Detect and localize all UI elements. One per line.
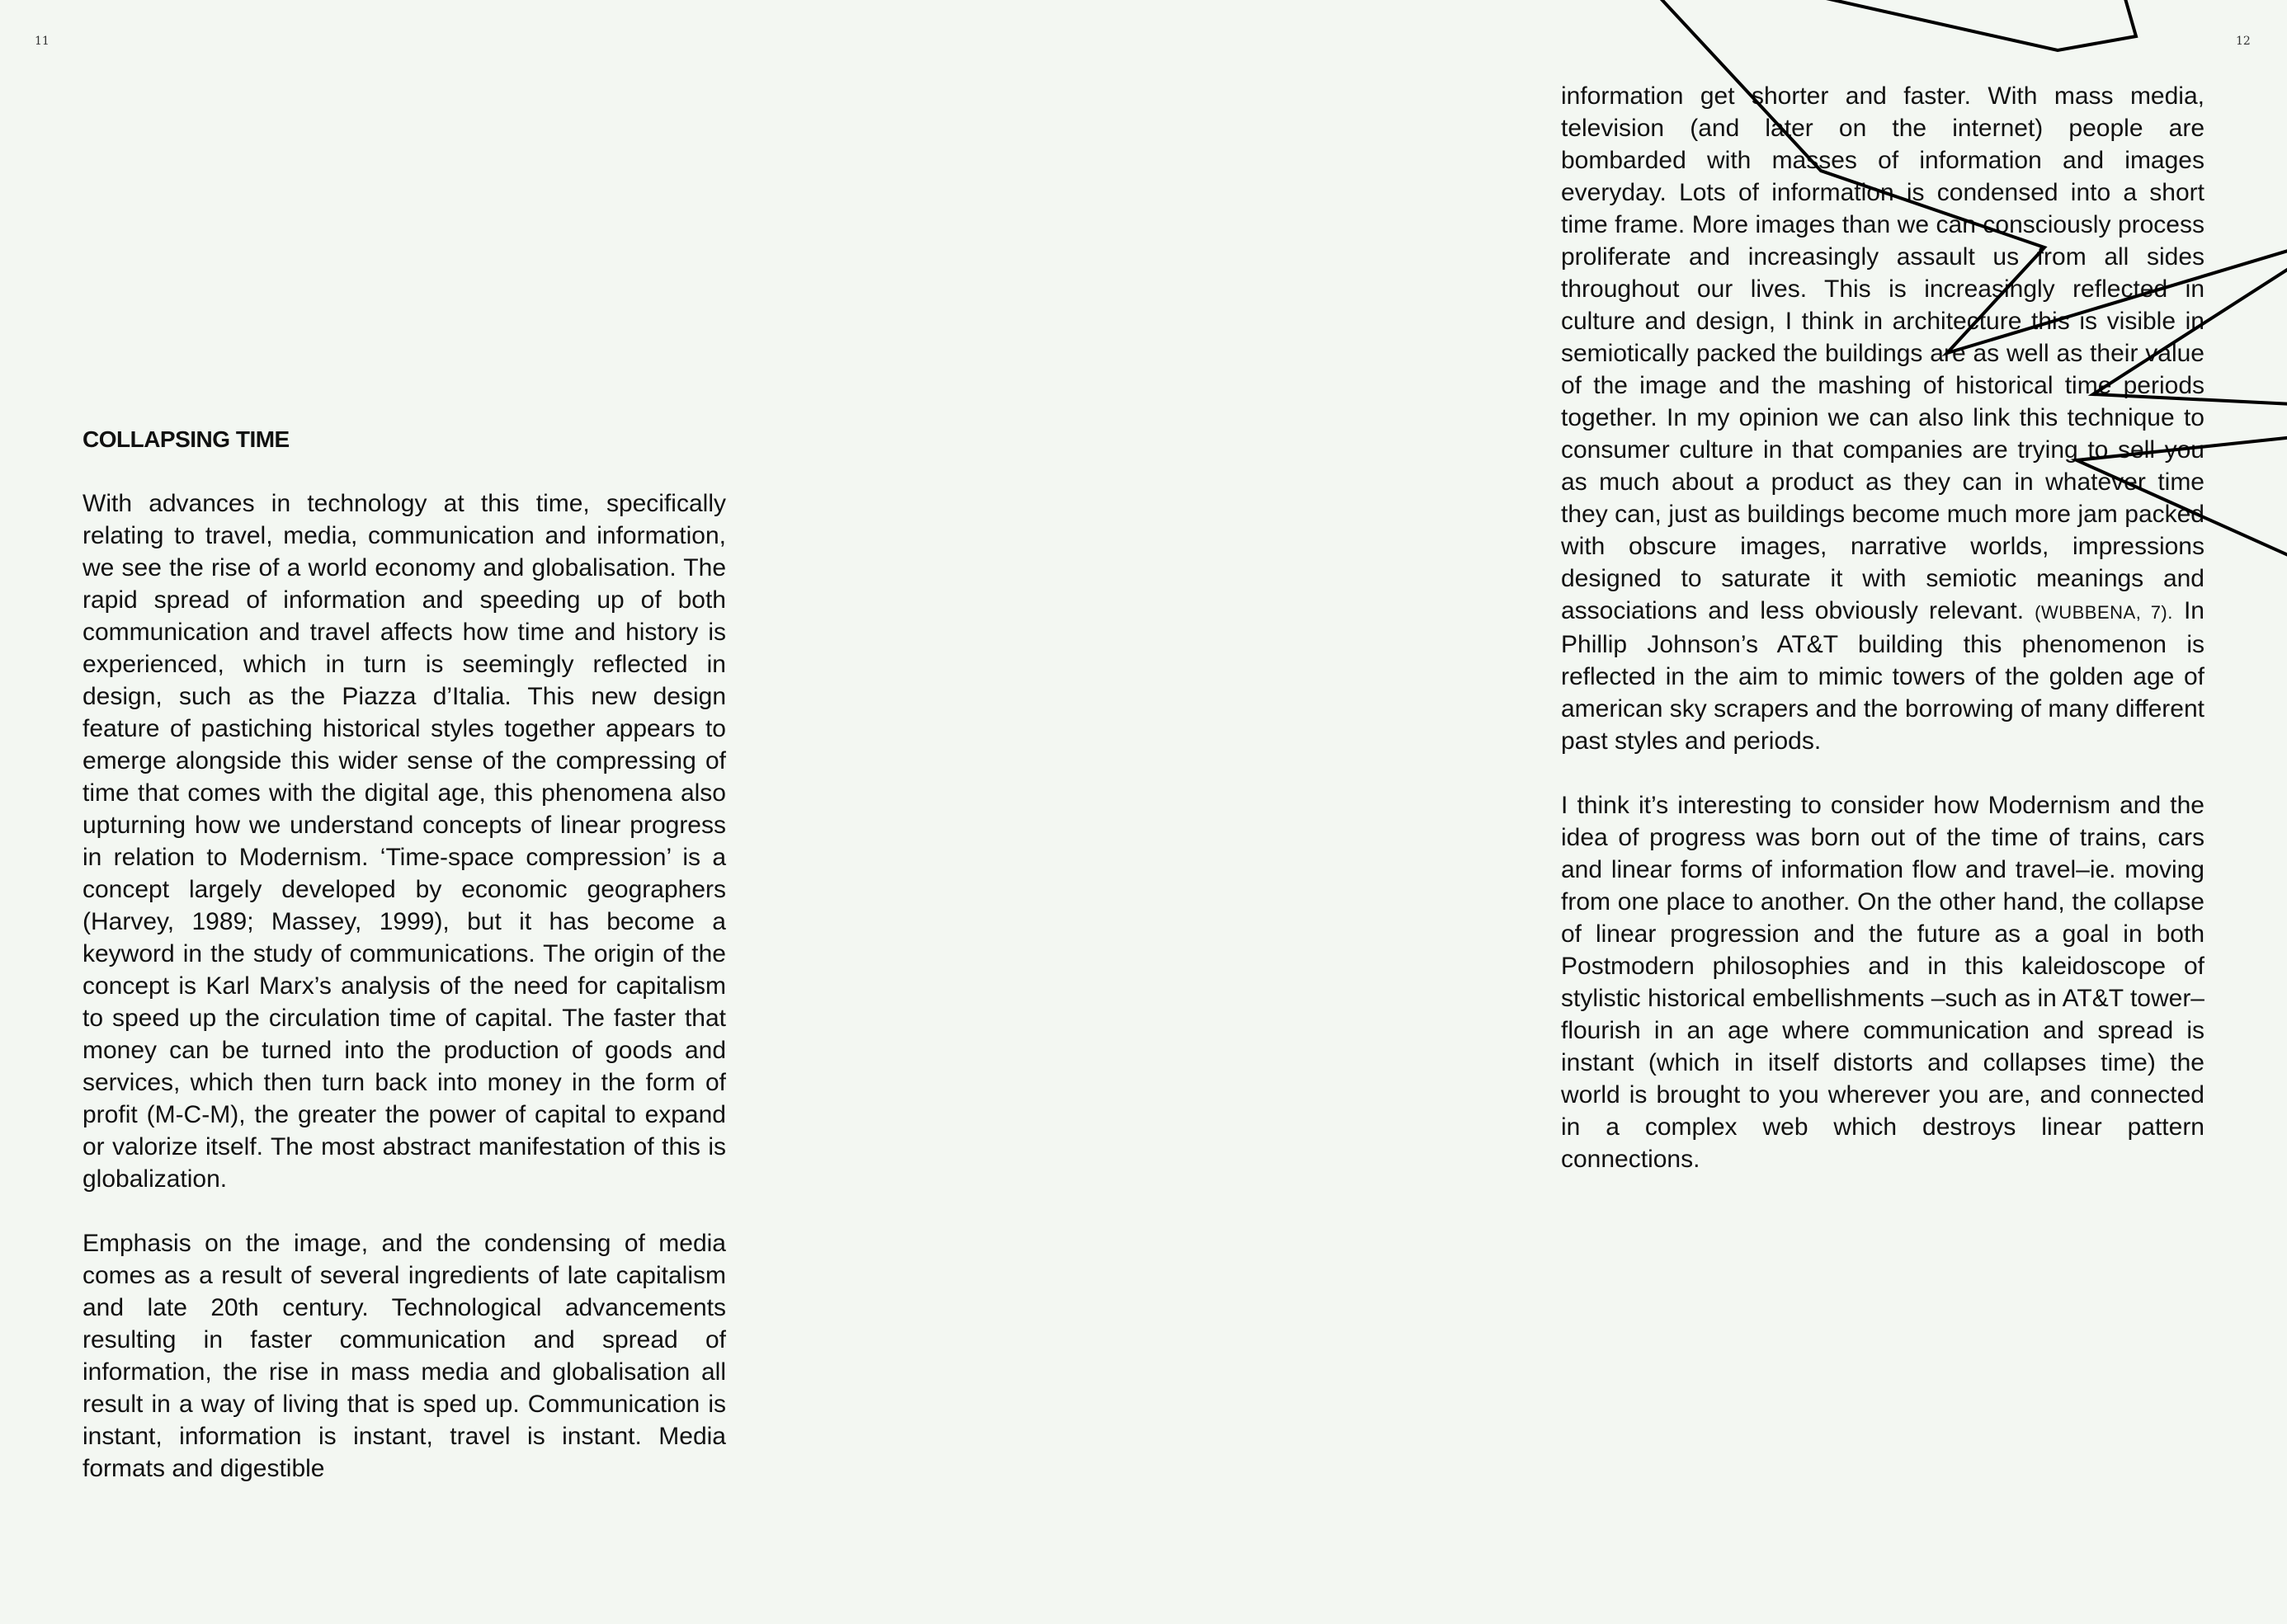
right-paragraph-1 [1561,80,2204,757]
page-number-right: 12 [2236,35,2251,48]
left-paragraph-2: Emphasis on the image, and the condensing of media comes as a result of several ingredients of late capitalism and late 20th century. Technological advancements resulting in faster communication and spread of information, the rise in mass media and globalisation all result in a way of living that is sped up. Communication is instant, information is instant, travel is instant. Media formats and digestible [83,1230,726,1482]
page-number-left: 11 [35,35,50,48]
zigzag-line-top [1815,0,2136,50]
right-paragraph-2: I think it’s interesting to consider how Modernism and the idea of progress was born out of the time of trains, cars and linear forms of information flow and travel–ie. moving from one place to another. On the other hand, the collapse of linear progression and the future as a goal in both Postmodern philosophies and in this kaleidoscope of stylistic historical embellishments –such as in AT&T tower–flourish in an age where communication and spread is instant (which in itself distorts and collapses time) the world is brought to you wherever you are, and connected in a complex web which destroys linear pattern connections. [1561,792,2204,1173]
right-paragraph-1-text: information get shorter and faster. With mass media, television (and later on the internet) people are bombarded with masses of information and images everyday. Lots of information is condensed into a short time frame. More images than we can consciously process proliferate and increasingly assault us from all sides throughout our lives. This is increasingly reflected in culture and design, I think in architecture this is visible in semiotically packed the buildings are as well as their value of the image and the mashing of historical time periods together. In my opinion we can also link this technique to consumer culture in that companies are trying to sell you as much about a product as they can in whatever time they can, just as buildings become much more jam packed with obscure images, narrative worlds, impressions designed to saturate it with semiotic meanings and associations and less obviously relevant. [1561,82,2204,624]
left-paragraph-1: With advances in technology at this time, specifically relating to travel, media, communication and information, we see the rise of a world economy and globalisation. The rapid spread of information and speeding up of both communication and travel affects how time and history is experienced, which in turn is seemingly reflected in design, such as the Piazza d’Italia. This new design feature of pastiching historical styles together appears to emerge alongside this wider sense of the compressing of time that comes with the digital age, this phenomena also upturning how we understand concepts of linear progress in relation to Modernism. ‘Time-space compression’ is a concept largely developed by economic geographers (Harvey, 1989; Massey, 1999), but it has become a keyword in the study of communications. The origin of the concept is Karl Marx’s analysis of the need for capitalism to speed up the circulation time of capital. The faster that money can be turned into the production of goods and services, which then turn back into money in the form of profit (M-C-M), the greater the power of capital to expand or valorize itself. The most abstract manifestation of this is globalization. [83,490,726,1193]
citation: (WUBBENA, 7). [2035,602,2173,623]
right-paragraph-1-continued: In Phillip Johnson’s AT&T building this phenomenon is reflected in the aim to mimic towers of the golden age of american sky scrapers and the borrowing of many different past styles and periods. [1561,597,2204,755]
section-heading: COLLAPSING TIME [83,426,290,452]
right-page-column [1561,80,2204,1207]
left-page-column [83,423,726,1517]
